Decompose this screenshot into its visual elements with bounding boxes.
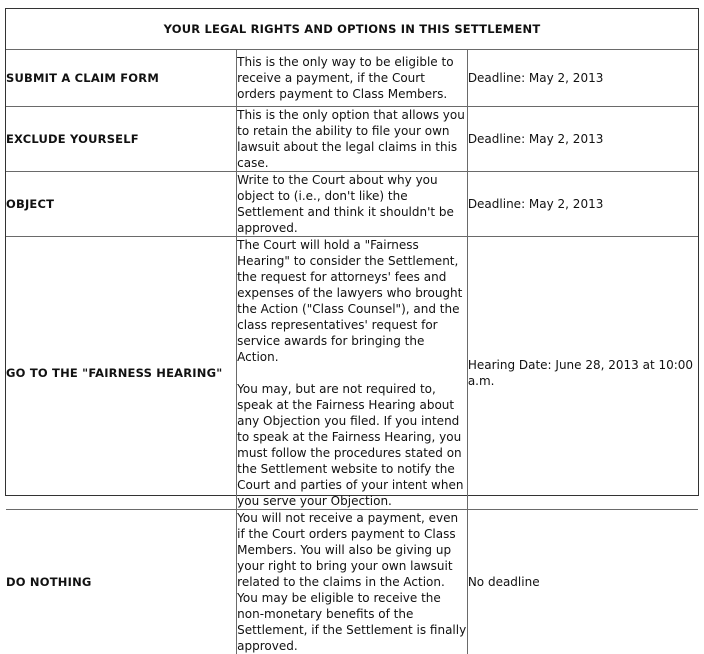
option-do-nothing: DO NOTHING [6,510,237,654]
option-description [237,50,468,107]
description-paragraph: The Court will hold a "Fairness Hearing" to consider the Settlement, the request for attorneys' fees and expenses of the lawyers who brought the Action ("Class Counsel"), and the class representatives' request for service awards for bringing the Action. [237,237,467,365]
legal-rights-table [6,9,698,654]
table-row [6,510,698,654]
option-description [237,510,468,654]
option-deadline: Deadline: May 2, 2013 [467,50,698,107]
table-row [6,107,698,172]
option-deadline: Deadline: May 2, 2013 [467,107,698,172]
option-fairness-hearing: GO TO THE "FAIRNESS HEARING" [6,237,237,510]
option-submit-claim-form: SUBMIT A CLAIM FORM [6,50,237,107]
legal-rights-table-frame [5,8,699,496]
option-object: OBJECT [6,172,237,237]
option-description [237,107,468,172]
table-row [6,172,698,237]
table-row [6,50,698,107]
option-exclude-yourself: EXCLUDE YOURSELF [6,107,237,172]
description-paragraph: You will not receive a payment, even if the Court orders payment to Class Members. You will also be giving up your right to bring your own lawsuit related to the claims in the Action. You may be eligible to receive the non-monetary benefits of the Settlement, if the Settlement is finally approved. [237,510,467,654]
description-paragraph: You may, but are not required to, speak at the Fairness Hearing about any Objection you filed. If you intend to speak at the Fairness Hearing, you must follow the procedures stated on the Settlement website to notify the Court and parties of your intent when you serve your Objection. [237,381,467,509]
option-description [237,172,468,237]
option-deadline: No deadline [467,510,698,654]
option-deadline: Deadline: May 2, 2013 [467,172,698,237]
option-description [237,237,468,510]
table-row [6,237,698,510]
option-deadline: Hearing Date: June 28, 2013 at 10:00 a.m. [467,237,698,510]
description-paragraph: This is the only option that allows you to retain the ability to file your own lawsuit about the legal claims in this case. [237,107,467,171]
table-title: YOUR LEGAL RIGHTS AND OPTIONS IN THIS SETTLEMENT [6,9,698,50]
description-paragraph: Write to the Court about why you object to (i.e., don't like) the Settlement and think it shouldn't be approved. [237,172,467,236]
description-paragraph: This is the only way to be eligible to receive a payment, if the Court orders payment to Class Members. [237,54,467,102]
